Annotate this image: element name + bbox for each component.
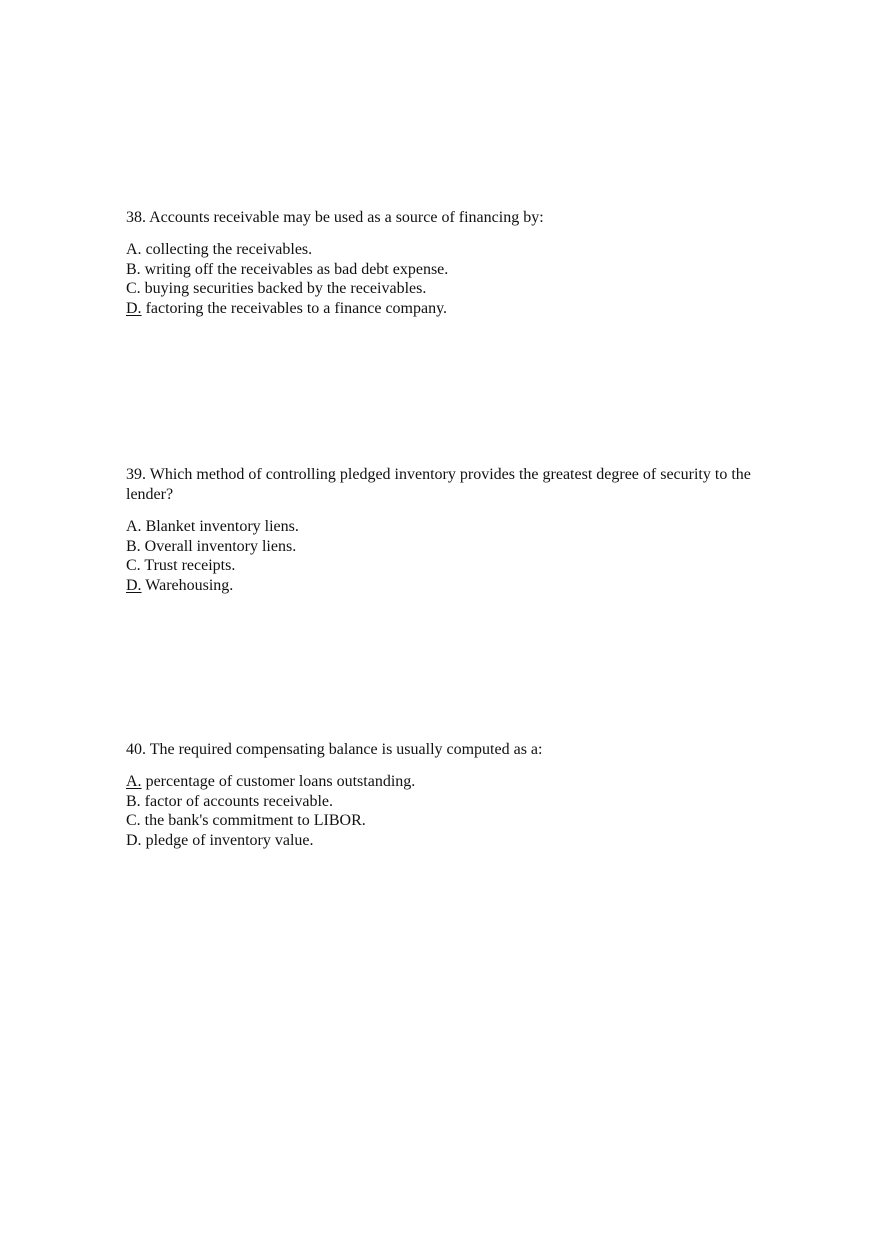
- option-text: Warehousing.: [145, 577, 234, 595]
- option-letter: A.: [126, 518, 142, 535]
- answer-option-d: [126, 576, 786, 596]
- option-text: collecting the receivables.: [145, 241, 313, 258]
- question-number: 38.: [126, 209, 146, 226]
- question-number: 40.: [126, 741, 146, 758]
- option-text: Overall inventory liens.: [144, 537, 297, 555]
- question-38: [126, 208, 786, 319]
- answer-option-c: [126, 811, 786, 831]
- answer-option-c: [126, 279, 786, 299]
- question-text: [126, 208, 786, 228]
- option-text: Trust receipts.: [144, 557, 236, 575]
- answer-option-c: [126, 556, 786, 576]
- answer-option-b: [126, 537, 786, 557]
- answer-options: [126, 240, 786, 319]
- answer-options: [126, 772, 786, 851]
- question-text: [126, 740, 786, 760]
- answer-option-a: [126, 240, 786, 260]
- question-text: [126, 465, 786, 505]
- option-letter: D.: [126, 832, 142, 850]
- question-39: [126, 465, 786, 596]
- question-number: 39.: [126, 466, 146, 483]
- answer-options: [126, 517, 786, 596]
- option-letter: B.: [126, 260, 141, 278]
- option-letter: B.: [126, 792, 141, 810]
- question-prompt: Accounts receivable may be used as a source of financing by:: [149, 209, 544, 226]
- option-text: buying securities backed by the receivables.: [144, 280, 427, 298]
- option-text: percentage of customer loans outstanding.: [145, 773, 416, 790]
- option-text: Blanket inventory liens.: [145, 518, 299, 535]
- answer-option-a: [126, 517, 786, 537]
- option-text: factor of accounts receivable.: [144, 792, 334, 810]
- option-letter: A.: [126, 773, 142, 790]
- answer-option-b: [126, 792, 786, 812]
- option-text: writing off the receivables as bad debt expense.: [144, 260, 449, 278]
- answer-option-b: [126, 260, 786, 280]
- option-letter: D.: [126, 300, 142, 318]
- option-letter: B.: [126, 537, 141, 555]
- option-text: pledge of inventory value.: [145, 832, 314, 850]
- answer-option-d: [126, 831, 786, 851]
- option-letter: C.: [126, 280, 141, 298]
- question-prompt: The required compensating balance is usually computed as a:: [149, 741, 543, 758]
- answer-option-d: [126, 299, 786, 319]
- option-letter: C.: [126, 812, 141, 830]
- option-letter: C.: [126, 557, 141, 575]
- option-letter: D.: [126, 577, 142, 595]
- answer-option-a: [126, 772, 786, 792]
- option-letter: A.: [126, 241, 142, 258]
- question-prompt: Which method of controlling pledged inventory provides the greatest degree of security to the lender?: [126, 466, 751, 503]
- option-text: the bank's commitment to LIBOR.: [144, 812, 366, 830]
- option-text: factoring the receivables to a finance company.: [145, 300, 448, 318]
- question-40: [126, 740, 786, 851]
